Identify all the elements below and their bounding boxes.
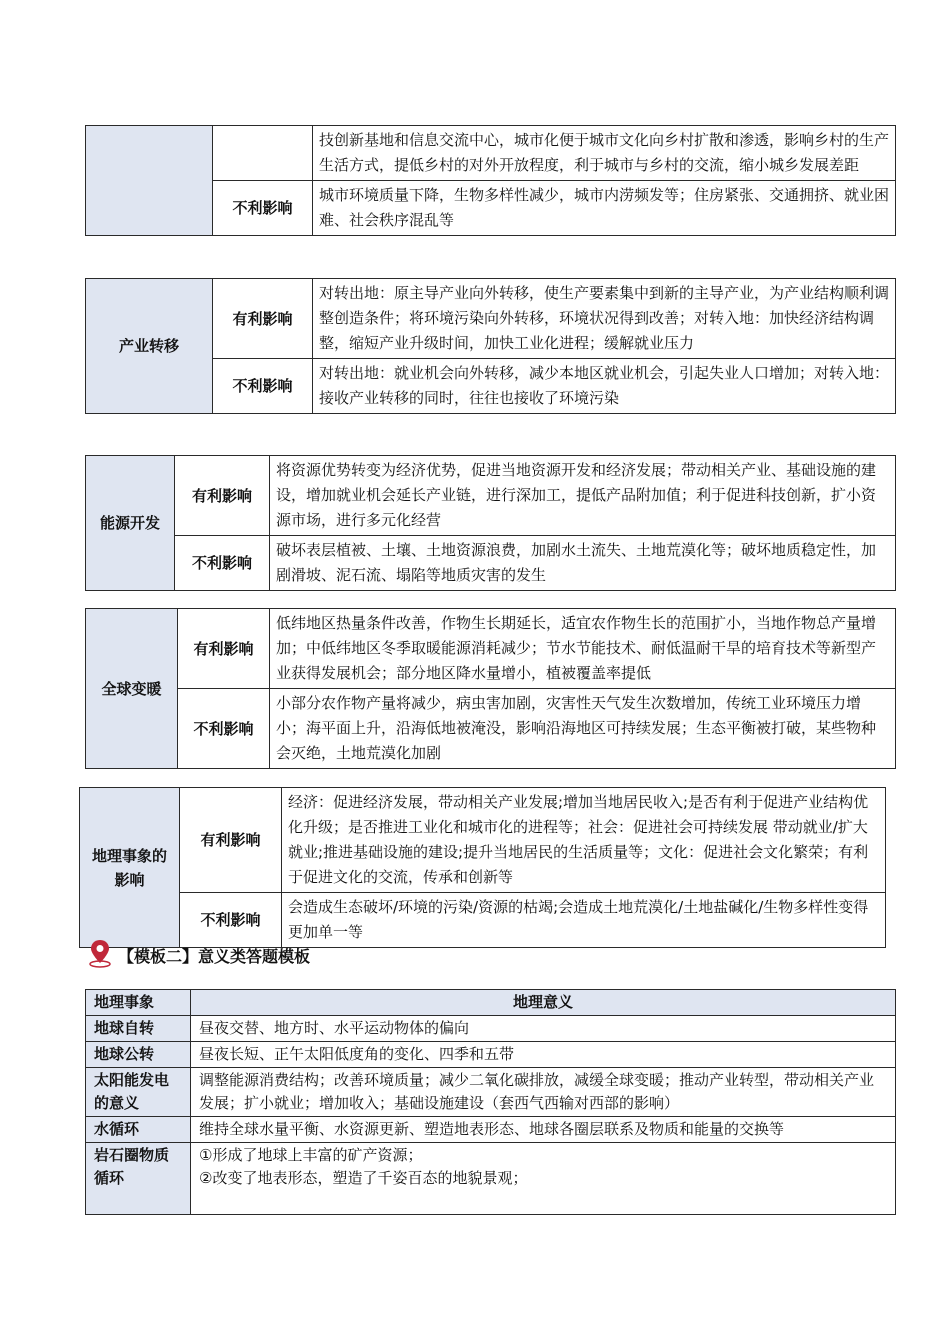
category-cell: 全球变暖 xyxy=(86,609,178,769)
impact-text: 小部分农作物产量将减少，病虫害加剧，灾害性天气发生次数增加，传统工业环境压力增小；海平面上升，沿海低地被淹没，影响沿海地区可持续发展；生态平衡被打破，某些物种会灭绝，土地荒漠化加剧 xyxy=(270,689,896,769)
template2-title: 【模板二】意义类答题模板 xyxy=(118,946,311,966)
impact-label: 不利影响 xyxy=(178,689,270,769)
row-text xyxy=(191,1143,896,1215)
impact-text: 破坏表层植被、土壤、土地资源浪费，加剧水土流失、土地荒漠化等；破坏地质稳定性，加剧滑坡、泥石流、塌陷等地质灾害的发生 xyxy=(270,536,896,591)
row-label: 地球公转 xyxy=(86,1042,191,1068)
header-significance: 地理意义 xyxy=(191,990,896,1016)
impact-label: 不利影响 xyxy=(213,181,313,236)
impact-label: 有利影响 xyxy=(178,609,270,689)
impact-text: 将资源优势转变为经济优势，促进当地资源开发和经济发展；带动相关产业、基础设施的建设，增加就业机会延长产业链，进行深加工，提低产品附加值；利于促进科技创新，扩小资源市场，进行多元化经营 xyxy=(270,456,896,536)
impact-text: 对转出地：就业机会向外转移，减少本地区就业机会，引起失业人口增加；对转入地：接收产业转移的同时，往往也接收了环境污染 xyxy=(313,359,896,414)
global-warming-table xyxy=(85,608,896,769)
category-cell: 能源开发 xyxy=(86,456,175,591)
category-cell: 产业转移 xyxy=(86,279,213,414)
template2-heading xyxy=(88,940,310,970)
impact-label: 不利影响 xyxy=(180,893,282,948)
urbanization-impact-table xyxy=(85,125,896,236)
category-cell-empty xyxy=(86,126,213,236)
row-text-line: ①形成了地球上丰富的矿产资源； xyxy=(199,1146,423,1164)
impact-text: 会造成生态破坏/环境的污染/资源的枯竭;会造成土地荒漠化/土地盐碱化/生物多样性变得更加单一等 xyxy=(282,893,886,948)
row-label: 水循环 xyxy=(86,1117,191,1143)
row-label: 地球自转 xyxy=(86,1016,191,1042)
category-cell: 地理事象的影响 xyxy=(80,788,180,948)
geo-event-impact-table xyxy=(79,787,886,948)
impact-text: 低纬地区热量条件改善，作物生长期延长，适宜农作物生长的范围扩小，当地作物总产量增加；中低纬地区冬季取暖能源消耗减少；节水节能技术、耐低温耐干旱的培育技术等新型产业获得发展机会；部分地区降水量增小，植被覆盖率提低 xyxy=(270,609,896,689)
label-cell-empty xyxy=(213,126,313,181)
impact-label: 有利影响 xyxy=(213,279,313,359)
significance-table xyxy=(85,989,896,1215)
impact-label: 有利影响 xyxy=(175,456,270,536)
row-text-line: ②改变了地表形态，塑造了千姿百态的地貌景观； xyxy=(199,1169,528,1187)
row-text: 昼夜交替、地方时、水平运动物体的偏向 xyxy=(191,1016,896,1042)
row-text: 维持全球水量平衡、水资源更新、塑造地表形态、地球各圈层联系及物质和能量的交换等 xyxy=(191,1117,896,1143)
location-pin-icon xyxy=(88,938,112,972)
impact-text: 经济：促进经济发展，带动相关产业发展;增加当地居民收入;是否有利于促进产业结构优化升级；是否推进工业化和城市化的进程等；社会：促进社会可持续发展 带动就业/扩大就业;推进基础设施的建设;提升当地居民的生活质量等；文化：促进社会文化繁荣；有利于促进文化的交流，传承和创新等 xyxy=(282,788,886,893)
header-event: 地理事象 xyxy=(86,990,191,1016)
row-text: 昼夜长短、正午太阳低度角的变化、四季和五带 xyxy=(191,1042,896,1068)
energy-development-table xyxy=(85,455,896,591)
impact-text: 对转出地：原主导产业向外转移，使生产要素集中到新的主导产业，为产业结构顺利调整创造条件；将环境污染向外转移，环境状况得到改善；对转入地：加快经济结构调整，缩短产业升级时间，加快工业化进程；缓解就业压力 xyxy=(313,279,896,359)
row-text: 调整能源消费结构；改善环境质量；减少二氧化碳排放，减缓全球变暖；推动产业转型，带动相关产业发展；扩小就业；增加收入；基础设施建设（套西气西输对西部的影响） xyxy=(191,1068,896,1117)
impact-label: 不利影响 xyxy=(213,359,313,414)
impact-text: 城市环境质量下降，生物多样性减少，城市内涝频发等；住房紧张、交通拥挤、就业困难、社会秩序混乱等 xyxy=(313,181,896,236)
impact-label: 不利影响 xyxy=(175,536,270,591)
impact-text: 技创新基地和信息交流中心，城市化便于城市文化向乡村扩散和渗透，影响乡村的生产生活方式，提低乡村的对外开放程度，利于城市与乡村的交流，缩小城乡发展差距 xyxy=(313,126,896,181)
industry-transfer-table xyxy=(85,278,896,414)
row-label: 太阳能发电的意义 xyxy=(86,1068,191,1117)
row-label: 岩石圈物质循环 xyxy=(86,1143,191,1215)
impact-label: 有利影响 xyxy=(180,788,282,893)
